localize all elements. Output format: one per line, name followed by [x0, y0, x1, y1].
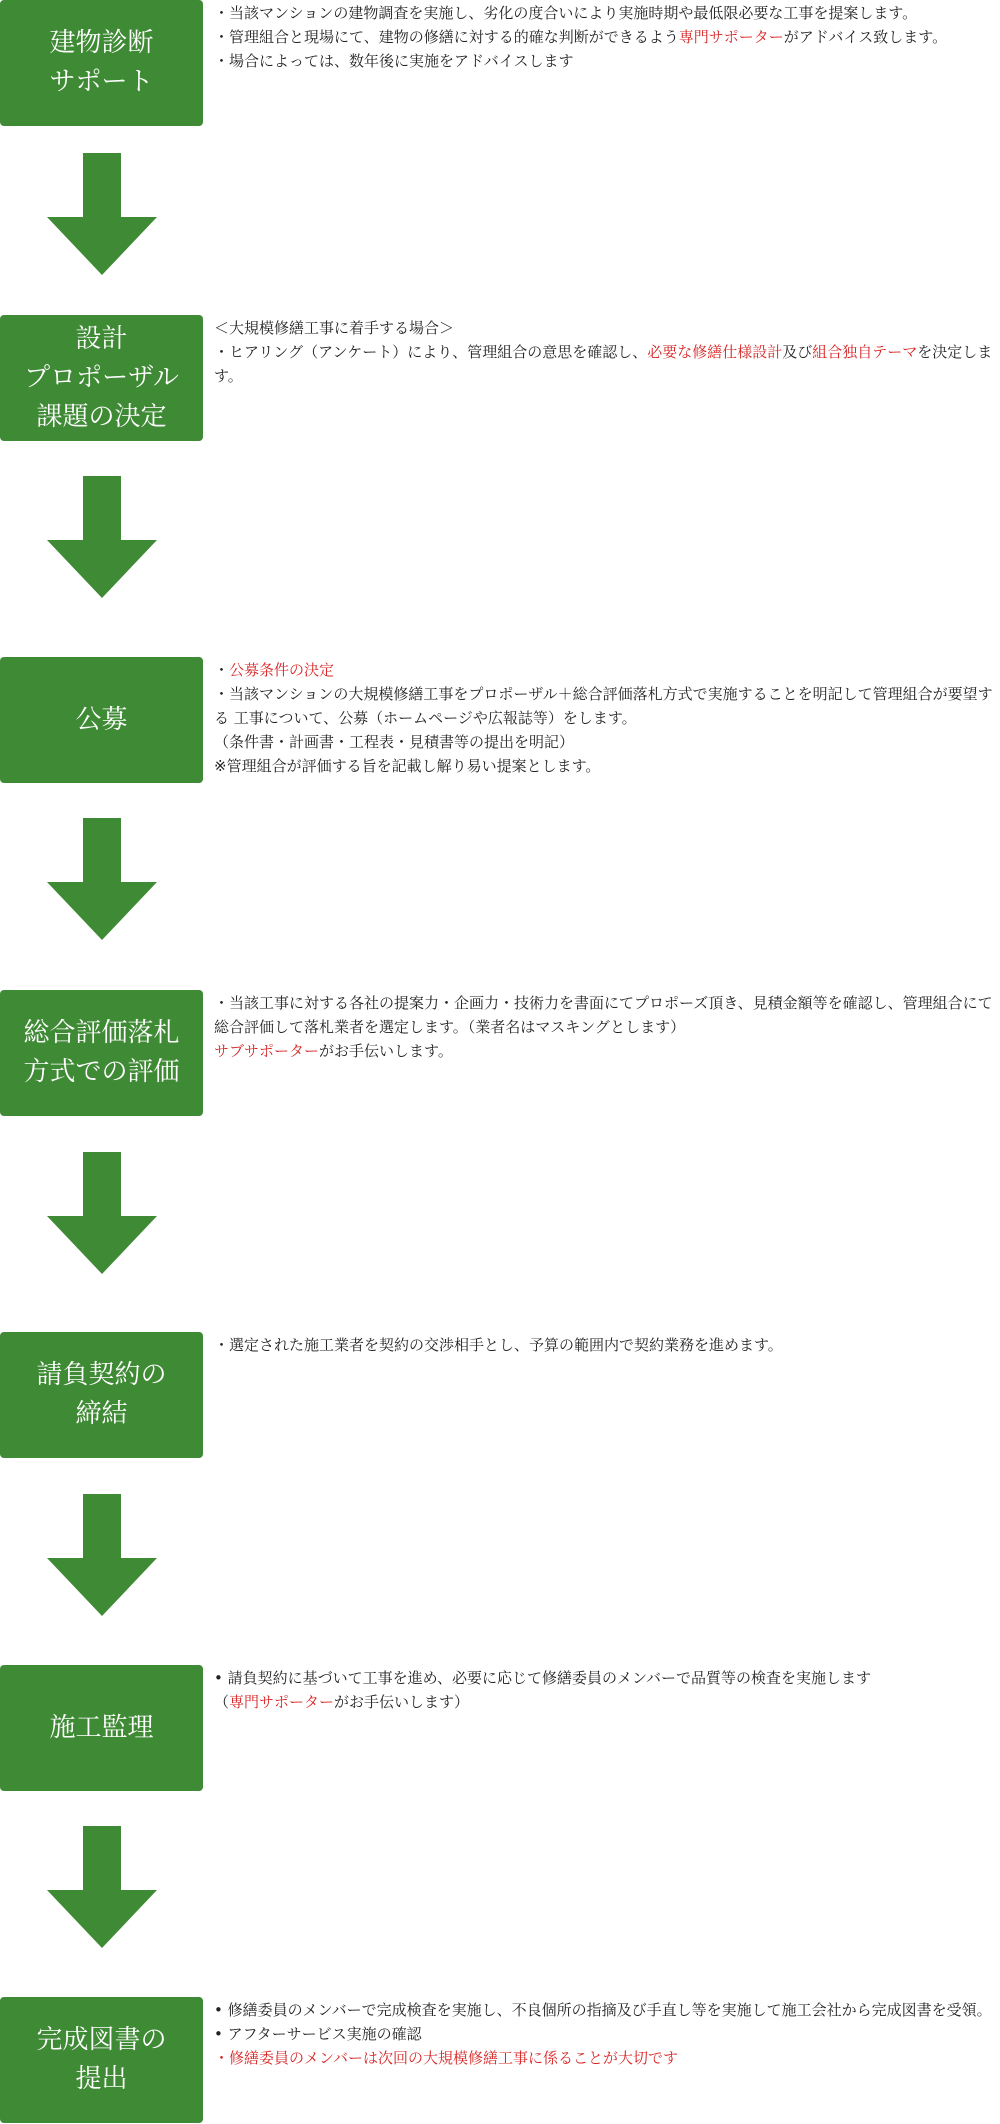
text-segment: ・当該マンションの建物調査を実施し、劣化の度合いにより実施時期や最低限必要な工事を提案します。 — [214, 4, 918, 22]
text-segment: • 修繕委員のメンバーで完成検査を実施し、不良個所の指摘及び手直し等を実施して施工会社から完成図書を受領。 — [214, 2001, 992, 2019]
text-segment: • 請負契約に基づいて工事を進め、必要に応じて修繕委員のメンバーで品質等の検査を実施します — [214, 1669, 871, 1687]
description-line — [214, 991, 996, 1039]
step-box-construction-supervision — [0, 1665, 203, 1791]
highlight-text: ・修繕委員のメンバーは次回の大規模修繕工事に係ることが大切です — [214, 2049, 678, 2067]
description-line — [214, 25, 996, 49]
highlight-text: サブサポーター — [214, 1042, 320, 1060]
text-segment: がお手伝いします。 — [319, 1042, 453, 1060]
text-segment: を決定します。 — [214, 343, 993, 385]
arrow-down-icon — [47, 1494, 157, 1616]
description-line — [214, 682, 996, 730]
step-description — [214, 1666, 996, 1714]
description-line — [214, 2022, 996, 2046]
description-line — [214, 340, 996, 388]
arrow-down-icon — [47, 1826, 157, 1948]
step-box-design-proposal — [0, 315, 203, 441]
description-line — [214, 316, 996, 340]
step-title: 建物診断 サポート — [49, 28, 154, 97]
step-box-building-diagnosis — [0, 0, 203, 126]
text-segment: ・場合によっては、数年後に実施をアドバイスします — [214, 52, 574, 70]
arrow-shape — [47, 476, 157, 598]
arrow-shape — [47, 1826, 157, 1948]
step-box-completion-documents — [0, 1997, 203, 2123]
text-segment: （ — [214, 1693, 230, 1711]
text-segment: ・選定された施工業者を契約の交渉相手とし、予算の範囲内で契約業務を進めます。 — [214, 1336, 783, 1354]
description-line — [214, 49, 996, 73]
highlight-text: 専門サポーター — [229, 1693, 335, 1711]
step-description — [214, 316, 996, 388]
text-segment: ※管理組合が評価する旨を記載し解り易い提案とします。 — [214, 757, 601, 775]
step-title: 設計 プロポーザル 課題の決定 — [24, 323, 179, 432]
text-segment: （条件書・計画書・工程表・見積書等の提出を明記） — [214, 733, 575, 751]
highlight-text: 専門サポーター — [678, 28, 784, 46]
description-line — [214, 1690, 996, 1714]
description-line — [214, 1, 996, 25]
arrow-shape — [47, 818, 157, 940]
description-line — [214, 1998, 996, 2022]
description-line — [214, 730, 996, 754]
step-title: 請負契約の 締結 — [36, 1360, 167, 1429]
arrow-down-icon — [47, 476, 157, 598]
step-description — [214, 658, 996, 778]
step-description — [214, 1, 996, 73]
description-line — [214, 2046, 996, 2070]
description-line — [214, 754, 996, 778]
text-segment: ・ヒアリング（アンケート）により、管理組合の意思を確認し、 — [214, 343, 648, 361]
highlight-text: 必要な修繕仕様設計 — [647, 343, 783, 361]
arrow-down-icon — [47, 153, 157, 275]
text-segment: がアドバイス致します。 — [783, 28, 948, 46]
description-line — [214, 1666, 996, 1690]
text-segment: がお手伝いします） — [334, 1693, 470, 1711]
step-title: 完成図書の 提出 — [36, 2025, 167, 2094]
description-line — [214, 1333, 996, 1357]
step-title: 公募 — [75, 704, 128, 735]
step-title: 総合評価落札 方式での評価 — [23, 1018, 180, 1087]
text-segment: • アフターサービス実施の確認 — [214, 2025, 422, 2043]
step-box-comprehensive-evaluation — [0, 990, 203, 1116]
text-segment: ・管理組合と現場にて、建物の修繕に対する的確な判断ができるよう — [214, 28, 679, 46]
text-segment: ・ — [214, 661, 230, 679]
text-segment: 及び — [782, 343, 813, 361]
arrow-shape — [47, 1152, 157, 1274]
highlight-text: 公募条件の決定 — [229, 661, 335, 679]
step-description — [214, 1998, 996, 2070]
arrow-shape — [47, 153, 157, 275]
step-box-contract-conclusion — [0, 1332, 203, 1458]
arrow-down-icon — [47, 1152, 157, 1274]
step-description — [214, 1333, 996, 1357]
highlight-text: 組合独自テーマ — [812, 343, 918, 361]
text-segment: ＜大規模修繕工事に着手する場合＞ — [214, 319, 455, 337]
description-line — [214, 658, 996, 682]
text-segment: ・当該工事に対する各社の提案力・企画力・技術力を書面にてプロポーズ頂き、見積金額等を確認し、管理組合にて総合評価して落札業者を選定します。（業者名はマスキングとします） — [214, 994, 993, 1036]
step-box-public-recruitment — [0, 657, 203, 783]
description-line — [214, 1039, 996, 1063]
arrow-down-icon — [47, 818, 157, 940]
text-segment: ・当該マンションの大規模修繕工事をプロポーザル＋総合評価落札方式で実施することを明記して管理組合が要望する 工事について、公募（ホームページや広報誌等）をします。 — [214, 685, 993, 727]
arrow-shape — [47, 1494, 157, 1616]
step-title: 施工監理 — [49, 1712, 154, 1743]
step-description — [214, 991, 996, 1063]
